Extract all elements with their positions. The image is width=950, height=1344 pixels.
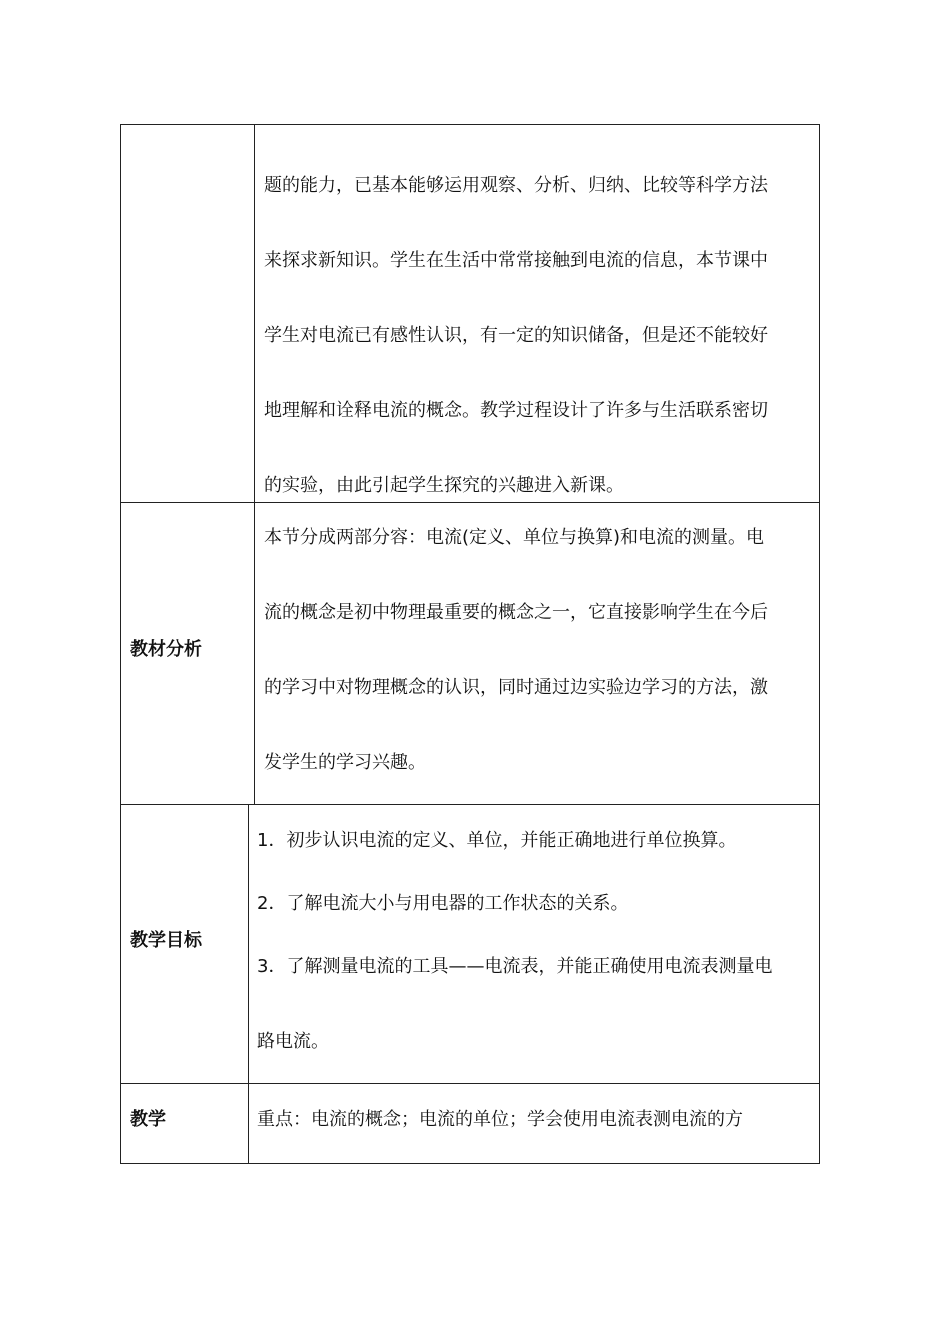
text-line: 本节分成两部分容：电流(定义、单位与换算)和电流的测量。电 (264, 527, 765, 548)
column-divider-lower (248, 804, 249, 1164)
row-divider-2 (120, 804, 820, 805)
row-divider-3 (120, 1083, 820, 1084)
row-label-textbook-analysis: 教材分析 (130, 639, 202, 660)
text-line: 学生对电流已有感性认识，有一定的知识储备，但是还不能较好 (264, 325, 768, 346)
text-line: 重点：电流的概念；电流的单位；学会使用电流表测电流的方 (257, 1109, 743, 1130)
table-border-left (120, 124, 121, 1164)
table-border-bottom (120, 1163, 820, 1164)
row-content (257, 809, 772, 1073)
text-line: 3．了解测量电流的工具——电流表，并能正确使用电流表测量电 (257, 956, 773, 977)
text-line: 的学习中对物理概念的认识，同时通过边实验边学习的方法，激 (264, 677, 768, 698)
text-line: 来探求新知识。学生在生活中常常接触到电流的信息，本节课中 (264, 250, 768, 271)
table-border-right (819, 124, 820, 1164)
row-label-teaching: 教学 (130, 1109, 166, 1130)
row-content (264, 148, 768, 523)
text-line: 1．初步认识电流的定义、单位，并能正确地进行单位换算。 (257, 830, 737, 851)
lesson-plan-table (120, 124, 820, 1164)
column-divider-upper (254, 124, 255, 805)
row-content (257, 1102, 743, 1138)
table-border-top (120, 124, 820, 125)
text-line: 题的能力，已基本能够运用观察、分析、归纳、比较等科学方法 (264, 175, 768, 196)
text-line: 发学生的学习兴趣。 (264, 752, 426, 773)
text-line: 路电流。 (257, 1031, 329, 1052)
text-line: 2．了解电流大小与用电器的工作状态的关系。 (257, 893, 629, 914)
row-content (264, 500, 768, 800)
text-line: 的实验，由此引起学生探究的兴趣进入新课。 (264, 475, 624, 496)
text-line: 流的概念是初中物理最重要的概念之一，它直接影响学生在今后 (264, 602, 768, 623)
row-label-teaching-goals: 教学目标 (130, 930, 202, 951)
text-line: 地理解和诠释电流的概念。教学过程设计了许多与生活联系密切 (264, 400, 768, 421)
